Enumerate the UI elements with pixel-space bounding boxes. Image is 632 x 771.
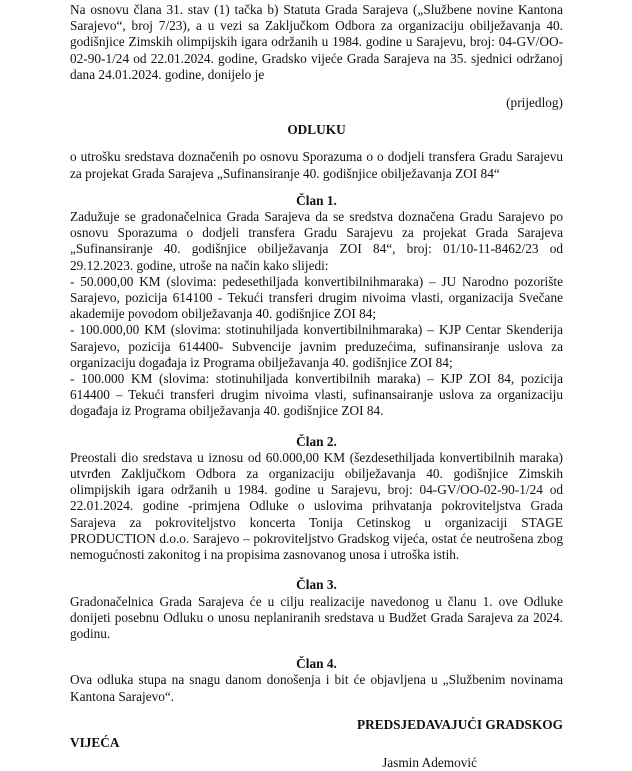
article-1-item: - 100.000 KM (slovima: stotinuhiljada konvertibilnih maraka) – KJP ZOI 84, pozicija 614400 – Tekući transferi drugim nivoima vlasti, sufinansairanje uslova za organizaciju događaja iz Programa obilježavanja 40. godišnjice ZOI 84. [70,371,563,419]
article-1-heading: Član 1. [296,192,337,208]
article-1-item: - 50.000,00 KM (slovima: pedesethiljada konvertibilnihmaraka) – JU Narodno pozorište Sarajevo, pozicija 614100 - Tekući transferi drugim nivoima vlasti, organizacija Svečane akademije povodom obilježavanja 40. godišnjice ZOI 84; [70,273,563,322]
document-subject: o utrošku sredstava doznačenih po osnovu Sporazuma o o dodjeli transfera Gradu Sarajevu za projekat Grada Sarajeva „Sufinansiranje 40. godišnjice obilježavanja ZOI 84“ [70,149,563,181]
article-3-heading: Član 3. [296,577,337,593]
signature-title-continuation: VIJEĆA [70,734,120,750]
signatory-name: Jasmin Ademović [382,755,477,771]
article-2-text: Preostali dio sredstava u iznosu od 60.000,00 KM (šezdesethiljada konvertibilnih maraka) utvrđen Zaključkom Odbora za organizaciju obilježavanja 40. godišnjice Zimskih olimpijskih igara održanih u 1984. godine u Sarajevu, broj: 04-GV/OO-02-90-1/24 od 22.01.2024. godine -primjena Odluke o uslovima prihvatanja pokroviteljstva Grada Sarajeva za pokroviteljstvo koncerta Tonija Cetinskog u organizaciji STAGE PRODUCTION d.o.o. Sarajevo – pokroviteljstvo Gradskog vijeća, ostat će neutrošena zbog nemogućnosti zakonitog i na propisima zasnovanog unosa i utroška istih. [70,449,563,563]
article-1-paragraph: Zadužuje se gradonačelnica Grada Sarajeva da se sredstva doznačena Gradu Sarajevo po osnovu Sporazuma o dodjeli transfera Gradu Sarajevu za projekat Grada Sarajeva „Sufinansiranje 40. godišnjice obilježavanja ZOI 84“, broj: 01/10-11-8462/23 od 29.12.2023. godine, utroše na način kako slijedi: [70,209,563,273]
article-4-text: Ova odluka stupa na snagu danom donošenja i bit će objavljena u „Službenim novinama Kantona Sarajevo“. [70,672,563,704]
article-3-text: Gradonačelnica Grada Sarajeva će u cilju realizacije navedonog u članu 1. ove Odluke donijeti posebnu Odluku o unosu neplaniranih sredstava u Budžet Grada Sarajeva za 2024. godinu. [70,593,563,641]
article-2-heading: Član 2. [296,433,337,449]
article-4-heading: Član 4. [296,656,337,672]
document-page [70,0,563,771]
proposal-label: (prijedlog) [506,95,563,111]
article-1-item: - 100.000,00 KM (slovima: stotinuhiljada konvertibilnihmaraka) – KJP Centar Skenderija Sarajevo, pozicija 614400- Subvencije javnim preduzećima, sufinansiranje uslova za organizaciju događaja iz Programa obilježavanja 40. godišnjice ZOI 84; [70,322,563,370]
document-title: ODLUKU [287,122,346,138]
intro-paragraph: Na osnovu člana 31. stav (1) tačka b) Statuta Grada Sarajeva („Službene novine Kantona Sarajevo“, broj 7/23), a u vezi sa Zaključkom Odbora za organizaciju obilježavanja 40. godišnjice Zimskih olimpijskih igara održanih u 1984. godine u Sarajevu, broj: 04-GV/OO-02-90-1/24 od 22.01.2024. godine, Gradsko vijeće Grada Sarajeva na 35. sjednici održanoj dana 24.01.2024. godine, donijelo je [70,2,563,82]
signature-title: PREDSJEDAVAJUĆI GRADSKOG [356,716,563,732]
